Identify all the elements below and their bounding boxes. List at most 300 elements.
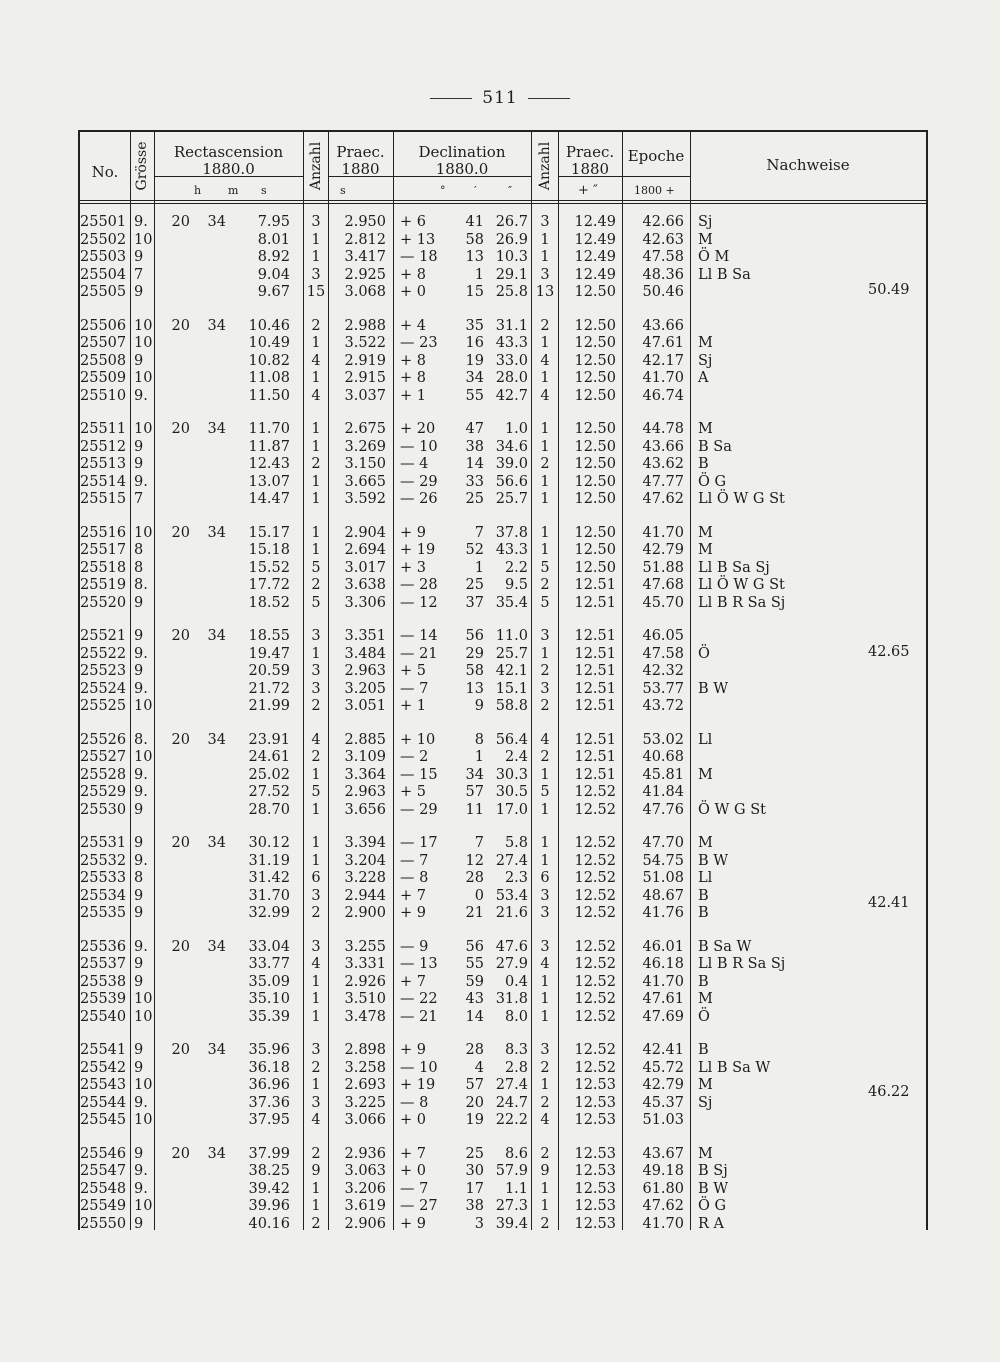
dec-degrees: + 20 <box>400 421 436 437</box>
margin-note: 46.22 <box>868 1084 910 1100</box>
references: Ö <box>698 645 710 662</box>
epoch: 40.68 <box>642 749 684 766</box>
dec-count: 1 <box>540 249 550 266</box>
dec-precession: 12.51 <box>574 680 616 697</box>
dec-seconds: 39.4 <box>495 1215 528 1232</box>
star-number: 25521 <box>80 628 127 644</box>
dec-degrees: — 18 <box>400 249 438 266</box>
epoch: 47.61 <box>642 335 684 352</box>
ra-count: 2 <box>311 317 321 334</box>
magnitude: 9. <box>134 938 148 955</box>
dec-degrees: — 23 <box>400 335 438 352</box>
references: B <box>698 456 709 473</box>
dec-minutes: 20 <box>465 1094 484 1111</box>
epoch: 47.68 <box>642 577 684 594</box>
dec-degrees: + 19 <box>400 1077 436 1094</box>
dec-precession: 12.52 <box>574 1008 616 1025</box>
ra-count: 5 <box>311 559 321 576</box>
dec-minutes: 58 <box>465 663 484 680</box>
dec-degrees: + 10 <box>400 731 436 748</box>
ra-precession: 2.963 <box>344 784 386 801</box>
ra-seconds: 21.72 <box>248 680 290 697</box>
dec-minutes: 57 <box>465 784 484 801</box>
ra-count: 3 <box>311 628 321 644</box>
dec-minutes: 35 <box>465 317 484 334</box>
ra-count: 3 <box>311 266 321 283</box>
epoch: 45.37 <box>642 1094 684 1111</box>
references: Ll B Sa Sj <box>698 559 770 576</box>
dec-minutes: 11 <box>465 801 484 818</box>
star-number: 25512 <box>80 438 127 455</box>
dec-count: 2 <box>540 456 550 473</box>
star-catalogue-table: No. Grösse Rectascension 1880.0 h m s Anzahl Praec. 1880 s Declination 1880.0 ° ′ ″ Anzahl Praec. 1880 + ″ Epoche 1800 + Nachweise 25501 9. 20 34 7.95 3 2.950 + 6 41 26.7 3 12.49 42.66 Sj 25502 10 8.01 1 2.812 + 13 58 26.9 1 12.49 42.63 M 25503 9 8.92 1 3.417 — 18 13 10.3 1 12.49 47.58 Ö M 25504 7 9.04 3 2.925 + 8 1 29.1 3 12.49 48.36 Ll B Sa 25505 9 9.67 15 3.068 + 0 15 25.8 13 12.50 50.46 50.49 25506 10 20 34 10.46 2 2.988 + 4 35 31.1 2 12.50 43.66 25507 10 10.49 1 3.522 — 23 16 43.3 1 12.50 47.61 M 25508 9 10.82 4 2.919 + 8 19 33.0 4 12.50 42.17 Sj 25509 10 11.08 1 2.915 + 8 34 28.0 1 12.50 41.70 A 25510 9. 11.50 4 3.037 + 1 55 42.7 4 12.50 46.74 25511 10 20 34 11.70 1 2.675 + 20 47 1.0 1 12.50 44.78 M 25512 9 11.87 1 3.269 — 10 38 34.6 1 12.50 43.66 B Sa 25513 9 12.43 2 3.150 — 4 14 39.0 2 12.50 43.62 B 25514 9. 13.07 1 3.665 — 29 33 56.6 1 12.50 47.77 Ö G 25515 7 14.47 1 3.592 — 26 25 25.7 1 12.50 47.62 Ll Ö W G St 25516 10 20 34 15.17 1 2.904 + 9 7 37.8 1 12.50 41.70 M 25517 8 15.18 1 2.694 + 19 52 43.3 1 12.50 42.79 M 25518 8 15.52 5 3.017 + 3 1 2.2 5 12.50 51.88 Ll B Sa Sj 25519 8. 17.72 2 3.638 — 28 25 9.5 2 12.51 47.68 Ll Ö W G St 25520 9 18.52 5 3.306 — 12 37 35.4 5 12.51 45.70 Ll B R Sa Sj 25521 9 20 34 18.55 3 3.351 — 14 56 11.0 3 12.51 46.05 25522 9. 19.47 1 3.484 — 21 29 25.7 1 12.51 47.58 Ö 25523 9 20.59 3 2.963 + 5 58 42.1 2 12.51 42.32 25524 9. 21.72 3 3.205 — 7 13 15.1 3 12.51 53.77 B W 25525 10 21.99 2 3.051 + 1 9 58.8 2 12.51 43.72 42.65 25526 8. 20 34 23.91 4 2.885 + 10 8 56.4 4 12.51 53.02 Ll 25527 10 24.61 2 3.109 — 2 1 2.4 2 12.51 40.68 25528 9. 25.02 1 3.364 — 15 34 30.3 1 12.51 45.81 M 25529 9. 27.52 5 2.963 + 5 57 30.5 5 12.52 41.84 25530 9 28.70 1 3.656 — 29 11 17.0 1 12.52 47.76 Ö W G St 25531 9 20 34 30.12 1 3.394 — 17 7 5.8 1 12.52 47.70 M 25532 9. 31.19 1 3.204 — 7 12 27.4 1 12.52 54.75 B W 25533 8 31.42 6 3.228 — 8 28 2.3 6 12.52 51.08 Ll 25534 9 31.70 3 2.944 + 7 0 53.4 3 12.52 48.67 B 25535 9 32.99 2 2.900 + 9 21 21.6 3 12.52 41.76 B 42.41 25536 9. 20 34 33.04 3 3.255 — 9 56 47.6 3 12.52 46.01 B Sa W 25537 9 33.77 4 3.331 — 13 55 27.9 4 12.52 46.18 Ll B R Sa Sj 25538 9 35.09 1 2.926 + 7 59 0.4 1 12.52 41.70 B 25539 10 35.10 1 3.510 — 22 43 31.8 1 12.52 47.61 M 25540 10 35.39 1 3.478 — 21 14 8.0 1 12.52 47.69 Ö 25541 9 20 34 35.96 3 2.898 + 9 28 8.3 3 12.52 42.41 B 25542 9 36.18 2 3.258 — 10 4 2.8 2 12.52 45.72 Ll B Sa W 25543 10 36.96 1 2.693 + 19 57 27.4 1 12.53 42.79 M 25544 9. 37.36 3 3.225 — 8 20 24.7 2 12.53 45.37 Sj 25545 10 37.95 4 3.066 + 0 19 22.2 4 12.53 51.03 46.22 25546 9 20 34 37.99 2 2.936 + 7 25 8.6 2 12.53 43.67 M 25547 9. 38.25 9 3.063 + 0 30 57.9 9 12.53 49.18 B Sj 25548 9. 39.42 1 3.206 — 7 17 1.1 1 12.53 61.80 B W 25549 10 39.96 1 3.619 — 27 38 27.3 1 12.53 47.62 Ö G 25550 9 40.16 2 2.906 + 9 3 39.4 2 12.53 41.70 R A <box>78 130 928 1230</box>
ra-precession: 3.331 <box>344 956 386 973</box>
references: M <box>698 1145 713 1162</box>
dec-count: 1 <box>540 835 550 851</box>
dec-count: 1 <box>540 1198 550 1215</box>
dec-degrees: — 8 <box>400 1094 429 1111</box>
ra-seconds: 13.07 <box>248 473 290 490</box>
star-number: 25538 <box>80 973 127 990</box>
dec-seconds: 31.1 <box>495 317 528 334</box>
dec-count: 3 <box>540 628 550 644</box>
star-number: 25504 <box>80 266 127 283</box>
dec-seconds: 43.3 <box>495 542 528 559</box>
header-anzahl: Anzahl <box>308 141 324 191</box>
dec-precession: 12.52 <box>574 835 616 851</box>
margin-note: 42.65 <box>868 643 910 660</box>
ra-precession: 3.484 <box>344 645 386 662</box>
epoch: 45.70 <box>642 594 684 611</box>
references: Ll <box>698 731 713 748</box>
ra-count: 1 <box>311 1198 321 1215</box>
magnitude: 9. <box>134 784 148 801</box>
dec-count: 13 <box>535 284 555 301</box>
references: Ö G <box>698 1198 727 1215</box>
ra-precession: 3.051 <box>344 698 386 715</box>
dec-minutes: 19 <box>465 1112 484 1129</box>
ra-precession: 2.693 <box>344 1077 386 1094</box>
ra-count: 1 <box>311 524 321 541</box>
epoch: 47.61 <box>642 991 684 1008</box>
dec-precession: 12.51 <box>574 731 616 748</box>
dec-precession: 12.52 <box>574 973 616 990</box>
star-number: 25501 <box>80 214 127 230</box>
dec-degrees: — 21 <box>400 645 438 662</box>
star-number: 25532 <box>80 852 127 869</box>
references: Ll <box>698 870 713 887</box>
ra-precession: 2.944 <box>344 887 386 904</box>
references: M <box>698 991 713 1008</box>
dec-precession: 12.52 <box>574 938 616 955</box>
dec-minutes: 1 <box>474 266 484 283</box>
ra-seconds: 38.25 <box>248 1163 290 1180</box>
star-number: 25549 <box>80 1198 127 1215</box>
references: Ll Ö W G St <box>698 577 785 594</box>
dec-degrees: — 14 <box>400 628 438 644</box>
dec-degrees: + 0 <box>400 284 426 301</box>
ra-hours: 20 <box>171 1042 190 1058</box>
magnitude: 10 <box>134 231 153 248</box>
dec-count: 1 <box>540 973 550 990</box>
ra-precession: 3.394 <box>344 835 386 851</box>
ra-precession: 3.258 <box>344 1059 386 1076</box>
references: Sj <box>698 352 713 369</box>
ra-seconds: 35.39 <box>248 1008 290 1025</box>
dec-degrees: + 9 <box>400 1215 426 1232</box>
ra-hours: 20 <box>171 628 190 644</box>
dec-seconds: 27.4 <box>495 852 528 869</box>
dec-degrees: + 8 <box>400 266 426 283</box>
dec-minutes: 52 <box>465 542 484 559</box>
magnitude: 10 <box>134 421 153 437</box>
dec-precession: 12.51 <box>574 698 616 715</box>
ra-precession: 3.638 <box>344 577 386 594</box>
ra-seconds: 37.36 <box>248 1094 290 1111</box>
ra-seconds: 7.95 <box>257 214 290 230</box>
ra-seconds: 31.19 <box>248 852 290 869</box>
dec-precession: 12.50 <box>574 524 616 541</box>
ra-count: 3 <box>311 1094 321 1111</box>
dec-precession: 12.49 <box>574 249 616 266</box>
dec-minutes: 25 <box>465 491 484 508</box>
references: M <box>698 835 713 851</box>
dec-degrees: + 19 <box>400 542 436 559</box>
ra-seconds: 15.17 <box>248 524 290 541</box>
star-number: 25514 <box>80 473 127 490</box>
epoch: 42.17 <box>642 352 684 369</box>
dec-precession: 12.50 <box>574 421 616 437</box>
ra-seconds: 18.52 <box>248 594 290 611</box>
ra-seconds: 11.87 <box>248 438 290 455</box>
star-number: 25539 <box>80 991 127 1008</box>
ra-precession: 3.255 <box>344 938 386 955</box>
ra-precession: 3.656 <box>344 801 386 818</box>
dec-degrees: — 2 <box>400 749 429 766</box>
references: B W <box>698 1180 729 1197</box>
epoch: 47.58 <box>642 249 684 266</box>
dec-count: 5 <box>540 594 550 611</box>
dec-count: 4 <box>540 956 550 973</box>
ra-count: 2 <box>311 1059 321 1076</box>
ra-hours: 20 <box>171 835 190 851</box>
ra-seconds: 40.16 <box>248 1215 290 1232</box>
references: M <box>698 542 713 559</box>
ra-precession: 2.904 <box>344 524 386 541</box>
references: Sj <box>698 1094 713 1111</box>
epoch: 61.80 <box>642 1180 684 1197</box>
dec-minutes: 57 <box>465 1077 484 1094</box>
ra-count: 1 <box>311 438 321 455</box>
ra-hours: 20 <box>171 731 190 748</box>
ra-seconds: 12.43 <box>248 456 290 473</box>
ra-count: 4 <box>311 352 321 369</box>
magnitude: 9. <box>134 766 148 783</box>
epoch: 47.62 <box>642 1198 684 1215</box>
dec-minutes: 38 <box>465 438 484 455</box>
dec-degrees: + 7 <box>400 1145 426 1162</box>
dec-precession: 12.53 <box>574 1163 616 1180</box>
dec-count: 3 <box>540 214 550 230</box>
ra-hours: 20 <box>171 421 190 437</box>
dec-degrees: — 22 <box>400 991 438 1008</box>
epoch: 41.76 <box>642 905 684 922</box>
ra-count: 1 <box>311 473 321 490</box>
ra-precession: 2.812 <box>344 231 386 248</box>
star-number: 25542 <box>80 1059 127 1076</box>
ra-precession: 3.037 <box>344 387 386 404</box>
references: R A <box>698 1215 724 1232</box>
dec-seconds: 24.7 <box>495 1094 528 1111</box>
ra-seconds: 39.42 <box>248 1180 290 1197</box>
ra-seconds: 10.46 <box>248 317 290 334</box>
dec-precession: 12.50 <box>574 317 616 334</box>
ra-seconds: 19.47 <box>248 645 290 662</box>
dec-precession: 12.52 <box>574 991 616 1008</box>
references: Sj <box>698 214 713 230</box>
dec-precession: 12.53 <box>574 1145 616 1162</box>
ra-count: 1 <box>311 991 321 1008</box>
star-number: 25526 <box>80 731 127 748</box>
dec-minutes: 14 <box>465 1008 484 1025</box>
dec-seconds: 35.4 <box>495 594 528 611</box>
dec-degrees: — 29 <box>400 801 438 818</box>
ra-count: 1 <box>311 370 321 387</box>
dec-precession: 12.50 <box>574 370 616 387</box>
ra-count: 1 <box>311 421 321 437</box>
ra-precession: 2.900 <box>344 905 386 922</box>
dec-seconds: 27.3 <box>495 1198 528 1215</box>
ra-precession: 2.925 <box>344 266 386 283</box>
epoch: 46.05 <box>642 628 684 644</box>
ra-seconds: 25.02 <box>248 766 290 783</box>
dec-degrees: — 10 <box>400 438 438 455</box>
magnitude: 8. <box>134 731 148 748</box>
dec-seconds: 31.8 <box>495 991 528 1008</box>
dec-seconds: 43.3 <box>495 335 528 352</box>
magnitude: 9. <box>134 214 148 230</box>
dec-count: 3 <box>540 905 550 922</box>
dec-count: 5 <box>540 784 550 801</box>
epoch: 42.32 <box>642 663 684 680</box>
epoch: 41.84 <box>642 784 684 801</box>
dec-count: 1 <box>540 1077 550 1094</box>
dec-precession: 12.51 <box>574 766 616 783</box>
dec-precession: 12.52 <box>574 1059 616 1076</box>
dec-minutes: 16 <box>465 335 484 352</box>
dec-degrees: + 9 <box>400 1042 426 1058</box>
magnitude: 8. <box>134 577 148 594</box>
ra-count: 4 <box>311 956 321 973</box>
dec-count: 3 <box>540 1042 550 1058</box>
dec-minutes: 34 <box>465 370 484 387</box>
dec-count: 1 <box>540 370 550 387</box>
dec-seconds: 30.5 <box>495 784 528 801</box>
dec-degrees: + 3 <box>400 559 426 576</box>
dec-minutes: 28 <box>465 870 484 887</box>
magnitude: 9 <box>134 1042 144 1058</box>
references: B <box>698 973 709 990</box>
star-number: 25522 <box>80 645 127 662</box>
magnitude: 9. <box>134 1094 148 1111</box>
dec-minutes: 38 <box>465 1198 484 1215</box>
epoch: 47.77 <box>642 473 684 490</box>
epoch: 42.66 <box>642 214 684 230</box>
dec-count: 1 <box>540 991 550 1008</box>
ra-count: 1 <box>311 801 321 818</box>
dec-minutes: 7 <box>474 835 484 851</box>
dec-count: 1 <box>540 1008 550 1025</box>
dec-degrees: — 9 <box>400 938 429 955</box>
dec-count: 1 <box>540 542 550 559</box>
epoch: 51.08 <box>642 870 684 887</box>
ra-seconds: 10.82 <box>248 352 290 369</box>
epoch: 45.72 <box>642 1059 684 1076</box>
dec-precession: 12.52 <box>574 887 616 904</box>
dec-count: 4 <box>540 1112 550 1129</box>
ra-seconds: 35.96 <box>248 1042 290 1058</box>
epoch: 42.79 <box>642 542 684 559</box>
ra-count: 1 <box>311 766 321 783</box>
ra-precession: 2.919 <box>344 352 386 369</box>
references: A <box>698 370 709 387</box>
dec-minutes: 41 <box>465 214 484 230</box>
ra-seconds: 30.12 <box>248 835 290 851</box>
dec-count: 9 <box>540 1163 550 1180</box>
ra-precession: 3.204 <box>344 852 386 869</box>
dec-degrees: — 26 <box>400 491 438 508</box>
references: B Sa <box>698 438 732 455</box>
ra-count: 4 <box>311 1112 321 1129</box>
ra-seconds: 21.99 <box>248 698 290 715</box>
dec-degrees: + 6 <box>400 214 426 230</box>
dec-count: 2 <box>540 317 550 334</box>
dec-seconds: 2.2 <box>504 559 528 576</box>
dec-degrees: + 0 <box>400 1112 426 1129</box>
star-number: 25524 <box>80 680 127 697</box>
dec-precession: 12.53 <box>574 1094 616 1111</box>
dec-precession: 12.50 <box>574 284 616 301</box>
ra-seconds: 33.04 <box>248 938 290 955</box>
references: Ö G <box>698 473 727 490</box>
ra-seconds: 8.92 <box>257 249 290 266</box>
epoch: 44.78 <box>642 421 684 437</box>
ra-hours: 20 <box>171 524 190 541</box>
ra-minutes: 34 <box>207 524 226 541</box>
dec-seconds: 0.4 <box>504 973 528 990</box>
ra-seconds: 33.77 <box>248 956 290 973</box>
dec-minutes: 34 <box>465 766 484 783</box>
header-declination: Declination 1880.0 <box>418 143 506 178</box>
dec-seconds: 21.6 <box>495 905 528 922</box>
dec-seconds: 37.8 <box>495 524 528 541</box>
dec-seconds: 42.1 <box>495 663 528 680</box>
ra-count: 3 <box>311 938 321 955</box>
epoch: 49.18 <box>642 1163 684 1180</box>
ra-precession: 3.619 <box>344 1198 386 1215</box>
dec-count: 1 <box>540 231 550 248</box>
dec-minutes: 9 <box>474 698 484 715</box>
ra-precession: 2.906 <box>344 1215 386 1232</box>
ra-count: 5 <box>311 594 321 611</box>
dec-precession: 12.49 <box>574 266 616 283</box>
page-number: 511 <box>0 88 1000 108</box>
dec-precession: 12.50 <box>574 542 616 559</box>
ra-count: 1 <box>311 973 321 990</box>
ra-seconds: 28.70 <box>248 801 290 818</box>
ra-minutes: 34 <box>207 835 226 851</box>
ra-precession: 3.417 <box>344 249 386 266</box>
header-no: No. <box>91 163 119 181</box>
star-number: 25534 <box>80 887 127 904</box>
dec-minutes: 58 <box>465 231 484 248</box>
dec-count: 2 <box>540 1059 550 1076</box>
dec-minutes: 1 <box>474 749 484 766</box>
epoch: 41.70 <box>642 973 684 990</box>
dec-degrees: — 29 <box>400 473 438 490</box>
magnitude: 9 <box>134 249 144 266</box>
dec-seconds: 2.8 <box>504 1059 528 1076</box>
ra-precession: 2.915 <box>344 370 386 387</box>
star-number: 25528 <box>80 766 127 783</box>
magnitude: 9 <box>134 956 144 973</box>
magnitude: 8 <box>134 542 144 559</box>
star-number: 25503 <box>80 249 127 266</box>
dec-degrees: — 12 <box>400 594 438 611</box>
star-number: 25525 <box>80 698 127 715</box>
star-number: 25531 <box>80 835 127 851</box>
dec-count: 2 <box>540 749 550 766</box>
dec-precession: 12.53 <box>574 1112 616 1129</box>
magnitude: 7 <box>134 491 144 508</box>
dec-seconds: 2.3 <box>504 870 528 887</box>
dec-minutes: 3 <box>474 1215 484 1232</box>
ra-precession: 3.017 <box>344 559 386 576</box>
magnitude: 9 <box>134 1145 144 1162</box>
star-number: 25502 <box>80 231 127 248</box>
magnitude: 9 <box>134 284 144 301</box>
ra-count: 9 <box>311 1163 321 1180</box>
ra-precession: 2.694 <box>344 542 386 559</box>
magnitude: 9 <box>134 456 144 473</box>
star-number: 25523 <box>80 663 127 680</box>
star-number: 25520 <box>80 594 127 611</box>
dec-seconds: 17.0 <box>495 801 528 818</box>
magnitude: 9 <box>134 594 144 611</box>
ra-count: 2 <box>311 1145 321 1162</box>
ra-count: 1 <box>311 491 321 508</box>
ra-precession: 3.592 <box>344 491 386 508</box>
dec-minutes: 21 <box>465 905 484 922</box>
ra-count: 6 <box>311 870 321 887</box>
ra-count: 1 <box>311 335 321 352</box>
dec-count: 2 <box>540 1215 550 1232</box>
epoch: 42.41 <box>642 1042 684 1058</box>
magnitude: 10 <box>134 524 153 541</box>
dec-seconds: 39.0 <box>495 456 528 473</box>
dec-degrees: + 5 <box>400 784 426 801</box>
dec-degrees: — 4 <box>400 456 429 473</box>
dec-precession: 12.50 <box>574 473 616 490</box>
dec-count: 1 <box>540 645 550 662</box>
epoch: 54.75 <box>642 852 684 869</box>
references: Ll B R Sa Sj <box>698 594 786 611</box>
dec-seconds: 47.6 <box>495 938 528 955</box>
dec-count: 3 <box>540 887 550 904</box>
star-number: 25541 <box>80 1042 127 1058</box>
magnitude: 9 <box>134 663 144 680</box>
dec-seconds: 53.4 <box>495 887 528 904</box>
